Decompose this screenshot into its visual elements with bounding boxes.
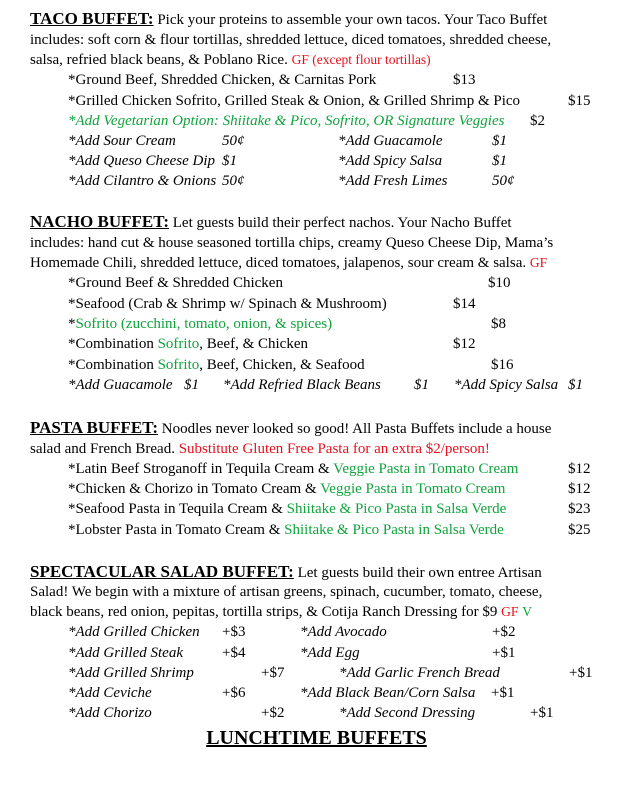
salad-addon-chorizo: *Add Chorizo: [68, 705, 152, 721]
taco-veg-option-price: $2: [530, 113, 545, 129]
salad-intro-2: Salad! We begin with a mixture of artisan greens, spinach, cucumber, tomato, cheese,: [30, 584, 543, 600]
salad-addon-shrimp-price: +$7: [261, 665, 285, 681]
nacho-addon-spicy-salsa: *Add Spicy Salsa: [454, 377, 559, 393]
taco-addon-limes-price: 50¢: [492, 173, 515, 189]
nacho-item-4-a: *Combination: [68, 336, 158, 352]
taco-heading: TACO BUFFET:: [30, 9, 154, 28]
salad-intro-line-3: [30, 602, 532, 622]
salad-addon-steak-price: +$4: [222, 645, 246, 661]
nacho-item-5-a: *Combination: [68, 357, 158, 373]
pasta-item-1-b: Veggie Pasta in Tomato Cream: [333, 461, 519, 477]
nacho-intro-3: Homemade Chili, shredded lettuce, diced tomatoes, jalapenos, sour cream & salsa.: [30, 255, 527, 271]
nacho-intro-line-1: [30, 212, 512, 233]
nacho-item-3-text: Sofrito (zucchini, tomato, onion, & spices): [75, 316, 333, 332]
nacho-item-1-price: $10: [488, 275, 511, 291]
pasta-item-4-price: $25: [568, 522, 591, 538]
nacho-item-5-price: $16: [491, 357, 514, 373]
salad-addon-steak: *Add Grilled Steak: [68, 645, 183, 661]
pasta-item-3-b: Shiitake & Pico Pasta in Salsa Verde: [286, 501, 507, 517]
taco-intro-line-3: [30, 50, 431, 70]
pasta-item-4-b: Shiitake & Pico Pasta in Salsa Verde: [284, 522, 504, 538]
taco-addon-sour-cream-price: 50¢: [222, 133, 245, 149]
nacho-item-1-text: *Ground Beef & Shredded Chicken: [68, 275, 283, 291]
nacho-heading: NACHO BUFFET:: [30, 212, 169, 231]
taco-intro-3: salsa, refried black beans, & Poblano Rice.: [30, 52, 288, 68]
pasta-intro-1: Noodles never looked so good! All Pasta Buffets include a house: [161, 421, 552, 437]
nacho-addon-black-beans: *Add Refried Black Beans: [223, 377, 381, 393]
taco-addon-spicy-salsa-price: $1: [492, 153, 507, 169]
salad-addon-bean-corn-salsa: *Add Black Bean/Corn Salsa: [300, 685, 476, 701]
taco-addon-sour-cream: *Add Sour Cream: [68, 133, 176, 149]
nacho-addon-black-beans-price: $1: [414, 377, 429, 393]
taco-addon-guacamole: *Add Guacamole: [338, 133, 443, 149]
taco-addon-cilantro: *Add Cilantro & Onions: [68, 173, 217, 189]
pasta-heading: PASTA BUFFET:: [30, 418, 158, 437]
salad-addon-chicken-price: +$3: [222, 624, 246, 640]
pasta-item-2: [68, 479, 505, 499]
salad-heading: SPECTACULAR SALAD BUFFET:: [30, 562, 294, 581]
taco-gf-note: GF (except flour tortillas): [291, 52, 431, 67]
pasta-intro-line-1: [30, 418, 551, 439]
nacho-item-5-c: , Beef, Chicken, & Seafood: [199, 357, 365, 373]
salad-gf-note: GF: [501, 604, 519, 619]
nacho-item-4-b: Sofrito: [157, 336, 200, 352]
nacho-item-2-text: *Seafood (Crab & Shrimp w/ Spinach & Mushroom): [68, 296, 387, 312]
nacho-addon-spicy-salsa-price: $1: [568, 377, 583, 393]
pasta-intro-line-2: [30, 439, 490, 459]
pasta-item-2-b: Veggie Pasta in Tomato Cream: [320, 481, 506, 497]
nacho-item-2: [68, 294, 387, 314]
pasta-item-4-a: *Lobster Pasta in Tomato Cream &: [68, 522, 285, 538]
salad-vegetarian-note: V: [522, 604, 532, 619]
pasta-item-3: [68, 499, 506, 519]
pasta-gf-substitute: Substitute Gluten Free Pasta for an extra $2/person!: [178, 441, 490, 457]
nacho-item-3-star: *: [68, 316, 76, 332]
nacho-item-4: [68, 334, 308, 354]
salad-addon-garlic-bread: *Add Garlic French Bread: [339, 665, 500, 681]
salad-addon-chorizo-price: +$2: [261, 705, 285, 721]
taco-item-1: *Ground Beef, Shredded Chicken, & Carnitas Pork: [68, 72, 377, 88]
taco-addon-guacamole-price: $1: [492, 133, 507, 149]
taco-addon-cilantro-price: 50¢: [222, 173, 245, 189]
pasta-item-4: [68, 520, 504, 540]
salad-addon-ceviche: *Add Ceviche: [68, 685, 152, 701]
nacho-item-5-b: Sofrito: [157, 357, 200, 373]
nacho-item-5: [68, 355, 365, 375]
nacho-addon-guacamole: *Add Guacamole: [68, 377, 173, 393]
taco-addon-queso-price: $1: [222, 153, 237, 169]
nacho-item-4-c: , Beef, & Chicken: [199, 336, 308, 352]
pasta-item-1: [68, 459, 518, 479]
salad-addon-avocado-price: +$2: [492, 624, 516, 640]
salad-addon-shrimp: *Add Grilled Shrimp: [68, 665, 194, 681]
taco-item-2-price: $15: [568, 93, 591, 109]
nacho-item-3: [68, 314, 332, 334]
nacho-item-1: [68, 273, 283, 293]
taco-intro-line-1: [30, 9, 547, 30]
salad-addon-garlic-bread-price: +$1: [569, 665, 593, 681]
nacho-item-4-price: $12: [453, 336, 476, 352]
salad-addon-chicken: *Add Grilled Chicken: [68, 624, 200, 640]
salad-intro-1: Let guests build their own entree Artisan: [297, 565, 542, 581]
nacho-item-3-price: $8: [491, 316, 506, 332]
nacho-addon-guacamole-price: $1: [184, 377, 199, 393]
taco-veg-option: *Add Vegetarian Option: Shiitake & Pico, Sofrito, OR Signature Veggies: [68, 113, 505, 129]
salad-addon-second-dressing: *Add Second Dressing: [339, 705, 476, 721]
pasta-item-3-price: $23: [568, 501, 591, 517]
pasta-item-2-a: *Chicken & Chorizo in Tomato Cream &: [68, 481, 321, 497]
taco-addon-limes: *Add Fresh Limes: [338, 173, 448, 189]
nacho-intro-1: Let guests build their perfect nachos. Your Nacho Buffet: [172, 215, 512, 231]
salad-intro-line-1: [30, 562, 542, 583]
nacho-gf-note: GF: [529, 255, 548, 270]
nacho-intro-2: includes: hand cut & house seasoned tortilla chips, creamy Queso Cheese Dip, Mama’s: [30, 235, 554, 251]
salad-addon-second-dressing-price: +$1: [530, 705, 554, 721]
taco-addon-queso: *Add Queso Cheese Dip: [68, 153, 216, 169]
nacho-intro-line-3: [30, 253, 547, 273]
nacho-item-2-price: $14: [453, 296, 476, 312]
page-title: LUNCHTIME BUFFETS: [206, 727, 427, 749]
salad-intro-3: black beans, red onion, pepitas, tortilla strips, & Cotija Ranch Dressing for $9: [30, 604, 498, 620]
salad-addon-bean-corn-salsa-price: +$1: [491, 685, 515, 701]
pasta-item-1-price: $12: [568, 461, 591, 477]
taco-item-2: *Grilled Chicken Sofrito, Grilled Steak & Onion, & Grilled Shrimp & Pico: [68, 93, 521, 109]
salad-addon-ceviche-price: +$6: [222, 685, 246, 701]
taco-item-1-price: $13: [453, 72, 476, 88]
pasta-item-1-a: *Latin Beef Stroganoff in Tequila Cream &: [68, 461, 334, 477]
pasta-item-2-price: $12: [568, 481, 591, 497]
taco-intro-1: Pick your proteins to assemble your own tacos. Your Taco Buffet: [157, 12, 548, 28]
taco-intro-2: includes: soft corn & flour tortillas, shredded lettuce, diced tomatoes, shredded cheese,: [30, 32, 552, 48]
taco-addon-spicy-salsa: *Add Spicy Salsa: [338, 153, 443, 169]
salad-addon-avocado: *Add Avocado: [300, 624, 387, 640]
pasta-item-3-a: *Seafood Pasta in Tequila Cream &: [68, 501, 287, 517]
salad-addon-egg-price: +$1: [492, 645, 516, 661]
salad-addon-egg: *Add Egg: [300, 645, 360, 661]
pasta-intro-2: salad and French Bread.: [30, 441, 175, 457]
